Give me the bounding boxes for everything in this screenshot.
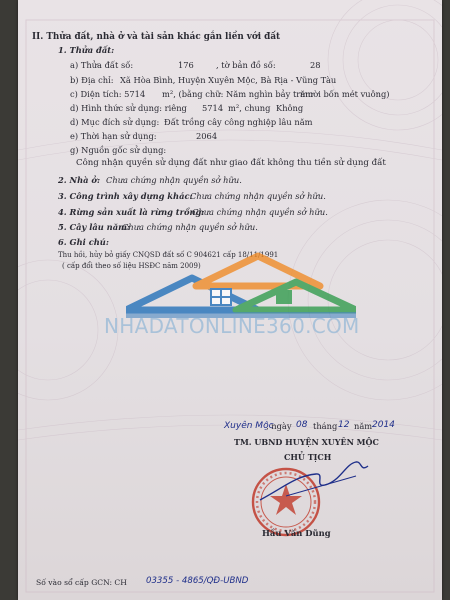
forest-title: 4. Rừng sản xuất là rừng trồng: [58,207,205,217]
house-value: Chưa chứng nhận quyền sở hữu. [106,175,242,185]
authority-title: TM. UBND HUYỆN XUYÊN MỘC [234,437,379,447]
notes-line-1: Thu hồi, hủy bỏ giấy CNQSD đất số C 904621 cấp 18/11/1991 [58,251,279,259]
registry-label: Số vào sổ cấp GCN: CH [36,578,127,587]
map-sheet-value: 28 [310,60,321,70]
address-value: Xã Hòa Bình, Huyện Xuyên Mộc, Bà Rịa - Vũng Tàu [120,75,337,85]
certificate-page [18,0,442,600]
notes-line-2: ( cấp đổi theo số liệu HSĐC năm 2009) [62,262,201,270]
area-unit-words: m², (bằng chữ: Năm nghìn bảy trăm [162,89,314,99]
forest-value: Chưa chứng nhận quyền sở hữu. [192,207,328,217]
handwritten-signature [256,456,376,506]
plot-number-value: 176 [178,60,194,70]
date-year-label: năm [354,421,373,431]
purpose-label: d) Mục đích sử dụng: [70,117,160,127]
usage-form-private: 5714 [202,103,224,113]
purpose-value: Đất trồng cây công nghiệp lâu năm [164,117,313,127]
plot-number-label: a) Thửa đất số: [70,60,134,70]
construction-title: 3. Công trình xây dựng khác: [58,191,193,201]
area-label: c) Diện tích: 5714 [70,89,146,99]
role-title: CHỦ TỊCH [284,452,332,462]
land-plot-title: 1. Thửa đất: [58,45,115,55]
registry-number: 03355 - 4865/QĐ-UBND [146,576,249,586]
construction-value: Chưa chứng nhận quyền sở hữu. [190,191,326,201]
perennial-title: 5. Cây lâu năm: [58,222,130,232]
signer-name: Hầu Văn Dũng [262,528,331,538]
section-heading: II. Thửa đất, nhà ở và tài sản khác gắn liền với đất [32,32,281,42]
duration-label: e) Thời hạn sử dụng: [70,131,157,141]
usage-form-shared-label: m², chung [228,103,271,113]
duration-value: 2064 [196,131,218,141]
usage-form-label: d) Hình thức sử dụng: riêng [70,103,187,113]
date-month: 12 [338,420,350,430]
signing-place: Xuyên Mộc [224,421,274,431]
origin-label: g) Nguồn gốc sử dụng: [70,145,167,155]
address-label: b) Địa chỉ: [70,75,114,85]
notes-title: 6. Ghi chú: [58,237,109,247]
origin-value: Công nhận quyền sử dụng đất như giao đất không thu tiền sử dụng đất [76,158,386,168]
usage-form-shared-value: Không [276,103,304,113]
date-year: 2014 [372,420,395,430]
house-title: 2. Nhà ở: [58,175,101,185]
date-month-label: tháng [313,421,338,431]
date-day-label: , ngày [266,421,292,431]
date-day: 08 [296,420,308,430]
perennial-value: Chưa chứng nhận quyền sở hữu. [122,222,258,232]
house-logo-watermark [126,252,356,318]
area-words-cont: mười bốn mét vuông) [300,89,390,99]
watermark-text: NHADATONLINE360.COM [104,314,360,338]
map-sheet-label: , tờ bản đồ số: [216,60,276,70]
